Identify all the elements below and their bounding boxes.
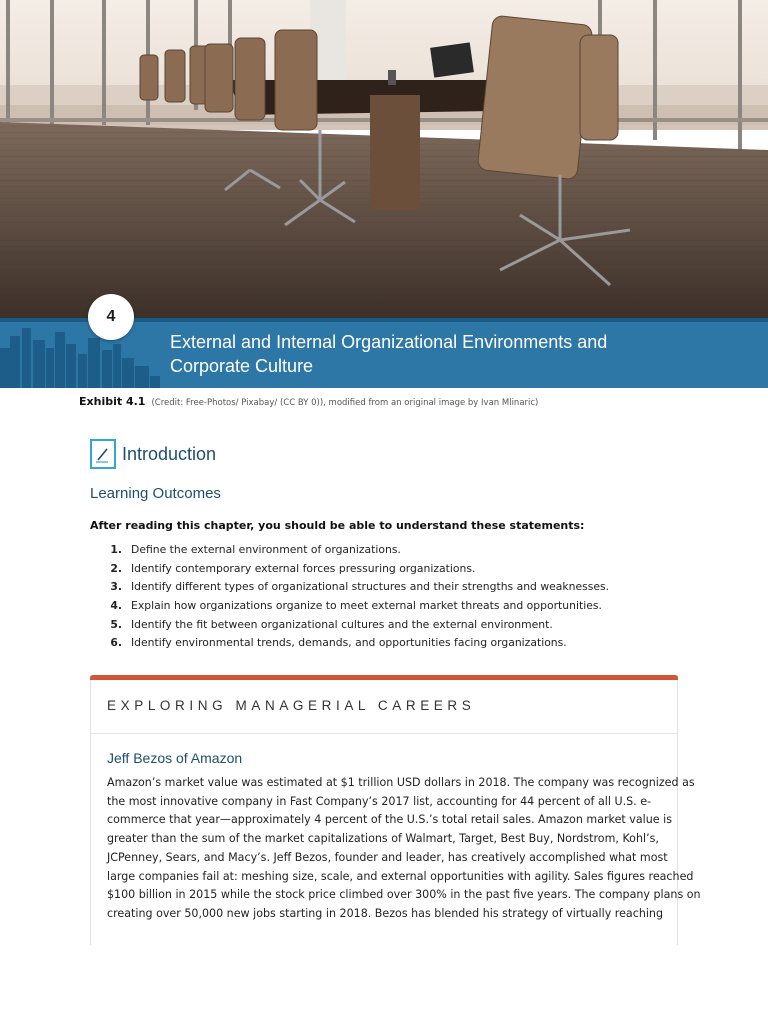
feature-subtitle: Jeff Bezos of Amazon xyxy=(107,750,243,766)
list-item-number: 3. xyxy=(110,580,122,594)
list-item xyxy=(90,580,609,599)
body-line: large companies fail at: meshing size, scale, and external opportunities with agility. Sales figures reached xyxy=(107,869,694,883)
list-item xyxy=(90,636,609,655)
chapter-title-line-2: Corporate Culture xyxy=(170,356,314,376)
list-item xyxy=(90,618,609,637)
list-item-number: 2. xyxy=(110,561,122,575)
body-line: creating over 50,000 new jobs starting in 2018. Bezos has blended his strategy of virtually reaching xyxy=(107,906,664,920)
list-item-text: Define the external environment of organizations. xyxy=(131,543,401,556)
feature-body xyxy=(107,774,701,924)
list-item xyxy=(90,562,609,581)
pencil-notebook-icon xyxy=(90,439,116,469)
list-item-number: 6. xyxy=(110,636,122,650)
list-item-text: Identify the fit between organizational cultures and the external environment. xyxy=(131,617,553,631)
introduction-heading: Introduction xyxy=(122,444,217,464)
exploring-careers-feature xyxy=(90,675,701,945)
feature-divider xyxy=(91,733,677,734)
list-item-text: Explain how organizations organize to meet external market threats and opportunities. xyxy=(131,599,602,613)
chapter-title xyxy=(170,330,650,378)
body-line: commerce that year—approximately 4 percent of the U.S.’s total retail sales. Amazon market value is xyxy=(107,813,672,827)
feature-accent-bar xyxy=(90,675,678,680)
body-line: JCPenney, Sears, and Macy’s. Jeff Bezos, founder and leader, has creatively accomplished what most xyxy=(107,850,668,864)
learning-outcomes-list xyxy=(90,543,609,655)
list-item-text: Identify different types of organizational structures and their strengths and weaknesses. xyxy=(131,580,610,594)
body-line: the most innovative company in Fast Company’s 2017 list, accounting for 44 percent of all U.S. e- xyxy=(107,794,652,808)
exhibit-caption xyxy=(79,395,538,408)
body-line: $100 billion in 2015 while the stock price climbed over 300% in the past five years. The company plans on xyxy=(107,888,701,902)
chapter-number-badge: 4 xyxy=(88,294,134,340)
list-item-number: 5. xyxy=(110,617,122,631)
list-item-number: 4. xyxy=(110,599,122,613)
learning-outcomes-lead: After reading this chapter, you should be able to understand these statements: xyxy=(90,519,585,532)
learning-outcomes-heading: Learning Outcomes xyxy=(90,485,221,502)
feature-heading: EXPLORING MANAGERIAL CAREERS xyxy=(107,698,476,713)
list-item-text: Identify contemporary external forces pressuring organizations. xyxy=(131,561,476,575)
list-item-text: Identify environmental trends, demands, and opportunities facing organizations. xyxy=(131,636,567,650)
conference-room-photo xyxy=(0,0,768,318)
exhibit-credit: (Credit: Free-Photos/ Pixabay/ (CC BY 0)), modified from an original image by Ivan Mlinaric) xyxy=(151,398,539,408)
chapter-title-line-1: External and Internal Organizational Environments and xyxy=(170,332,608,352)
list-item xyxy=(90,599,609,618)
body-line: Amazon’s market value was estimated at $1 trillion USD dollars in 2018. The company was recognized as xyxy=(107,776,695,789)
list-item-number: 1. xyxy=(110,543,122,556)
city-skyline-icon xyxy=(0,318,160,388)
list-item xyxy=(90,543,609,562)
exhibit-label: Exhibit 4.1 xyxy=(79,395,146,408)
body-line: greater than the sum of the market capitalizations of Walmart, Target, Best Buy, Nordstrom, Kohl’s, xyxy=(107,832,659,846)
